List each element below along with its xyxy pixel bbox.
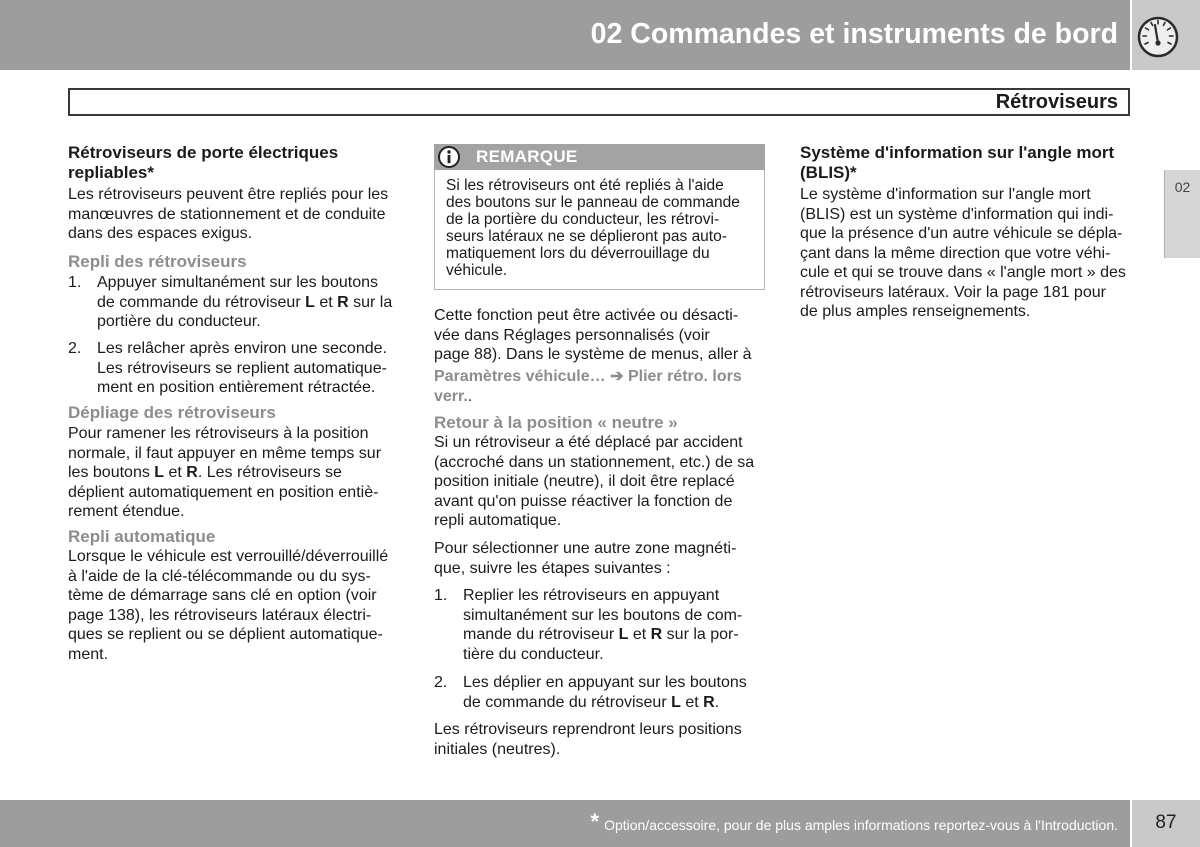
neutral-outro	[434, 720, 742, 759]
side-tab-label: 02	[1174, 179, 1191, 195]
text-line: véhicule.	[446, 262, 508, 279]
text-line: Cette fonction peut être activée ou désacti-	[434, 307, 739, 324]
text-line: Les rétroviseurs reprendront leurs positions	[434, 721, 742, 738]
footnote-text: Option/accessoire, pour de plus amples informations reportez-vous à l'Introduction.	[604, 817, 1118, 833]
mirror-folding-intro	[68, 185, 388, 244]
chapter-icon-box	[1132, 0, 1200, 70]
step-text	[97, 273, 392, 332]
page-number-box	[1132, 800, 1200, 847]
neutral-step-2	[434, 673, 747, 712]
text-line: Système d'information sur l'angle mort	[800, 143, 1115, 162]
text-line: ment.	[68, 645, 109, 663]
text-line: Les rétroviseurs se replient automatique-	[97, 359, 387, 377]
footnote-star: *	[590, 809, 600, 834]
info-icon	[437, 145, 461, 169]
auto-fold-paragraph	[68, 547, 388, 664]
text-line: Le système d'information sur l'angle mort	[800, 186, 1091, 203]
control-key-label: R	[650, 626, 663, 643]
text-line: Si les rétroviseurs ont été repliés à l'aide	[446, 177, 724, 194]
menu-path	[434, 367, 742, 407]
text-line: dans des espaces exigus.	[68, 225, 253, 242]
control-key-label: L	[671, 693, 681, 711]
menu-path-line: Paramètres véhicule… ➔ Plier rétro. lors	[434, 368, 742, 385]
text-line: tière du conducteur.	[463, 645, 604, 663]
control-key-label: L	[154, 464, 165, 481]
text-line: rétroviseurs latéraux. Voir la page 181 pour	[800, 283, 1106, 301]
text-line: déplient automatiquement en position entiè-	[68, 483, 379, 501]
text-line: Rétroviseurs de porte électriques	[68, 143, 339, 162]
text-line: les boutons L et R. Les rétroviseurs se	[68, 464, 342, 481]
text-line: Pour sélectionner une autre zone magnéti-	[434, 540, 737, 557]
text-line: repli automatique.	[434, 512, 562, 529]
text-line: portière du conducteur.	[97, 313, 261, 330]
text-line: (BLIS) est un système d'information qui indi-	[800, 205, 1114, 223]
menu-path-period: .	[467, 388, 473, 405]
step-text	[463, 673, 747, 712]
control-key-label: R	[337, 293, 349, 311]
neutral-position-subheading: Retour à la position « neutre »	[434, 413, 678, 432]
text-line: de commande du rétroviseur L et R sur la	[97, 293, 393, 311]
text-line: page 88). Dans le système de menus, aller à	[434, 346, 752, 363]
text-line: cule et qui se trouve dans « l'angle mort » des	[800, 264, 1126, 281]
control-key-label: L	[305, 293, 315, 311]
speedometer-icon	[1132, 0, 1200, 70]
folding-subheading: Repli des rétroviseurs	[68, 252, 247, 271]
text-line: Les rétroviseurs peuvent être repliés pour les	[68, 186, 389, 203]
text-line: de plus amples renseignements.	[800, 303, 1031, 320]
text-line: Pour ramener les rétroviseurs à la position	[68, 425, 369, 442]
text-line: avant qu'on puisse réactiver la fonction de	[434, 492, 733, 510]
chapter-side-tab[interactable]	[1164, 170, 1200, 258]
text-line: initiales (neutres).	[434, 740, 561, 758]
chapter-header-bar	[0, 0, 1130, 70]
text-line: mande du rétroviseur L et R sur la por-	[463, 626, 739, 643]
footer-bar	[0, 800, 1130, 847]
control-key-label: L	[618, 626, 629, 643]
step-number: 1.	[434, 587, 448, 604]
footnote	[591, 811, 1119, 834]
neutral-position-paragraph	[434, 433, 754, 531]
text-line: repliables*	[68, 163, 154, 182]
text-line: çant dans la même direction que votre véhi-	[800, 244, 1111, 262]
text-line: à l'aide de la clé-télécommande ou du sys-	[68, 567, 371, 585]
control-key-label: R	[703, 693, 715, 711]
note-text	[434, 170, 765, 290]
page-number: 87	[1155, 812, 1177, 833]
folding-step-2	[68, 339, 387, 398]
section-title: Rétroviseurs	[995, 91, 1118, 113]
text-line: normale, il faut appuyer en même temps sur	[68, 444, 382, 462]
text-line: que la présence d'un autre véhicule se dépla-	[800, 225, 1123, 242]
step-text	[463, 586, 742, 664]
auto-fold-subheading: Repli automatique	[68, 527, 216, 546]
text-line: de commande du rétroviseur L et R.	[463, 693, 720, 711]
text-line: de la portière du conducteur, les rétrovi-	[446, 211, 720, 228]
step-text	[97, 339, 387, 398]
text-line: simultanément sur les boutons de com-	[463, 606, 743, 624]
text-line: Replier les rétroviseurs en appuyant	[463, 587, 720, 604]
unfolding-paragraph	[68, 424, 381, 522]
menu-path-end-item: verr.	[434, 388, 468, 405]
note-box	[434, 144, 765, 290]
neutral-step-1	[434, 586, 742, 664]
section-title-bar	[68, 88, 1130, 116]
text-line: des boutons sur le panneau de commande	[446, 194, 740, 211]
text-line: Appuyer simultanément sur les boutons	[97, 274, 379, 291]
text-line: matiquement lors du déverrouillage du	[446, 245, 710, 262]
step-number: 2.	[434, 674, 448, 691]
step-number: 2.	[68, 340, 82, 357]
folding-step-1	[68, 273, 392, 332]
text-line: Les relâcher après environ une seconde.	[97, 340, 387, 357]
text-line: rement étendue.	[68, 503, 185, 520]
text-line: Les déplier en appuyant sur les boutons	[463, 674, 747, 691]
blis-heading	[800, 143, 1114, 183]
note-header	[434, 144, 765, 170]
step-number: 1.	[68, 274, 82, 291]
text-line: page 138), les rétroviseurs latéraux électri-	[68, 606, 372, 624]
neutral-steps-intro	[434, 539, 736, 578]
note-label: REMARQUE	[476, 147, 578, 166]
settings-paragraph	[434, 306, 752, 365]
mirror-folding-heading	[68, 143, 338, 183]
text-line: (accroché dans un stationnement, etc.) de sa	[434, 453, 755, 471]
text-line: seurs latéraux ne se déplieront pas auto-	[446, 228, 727, 245]
text-line: ques se replient ou se déplient automatique-	[68, 626, 383, 643]
menu-path-line	[434, 387, 742, 407]
text-line: position initiale (neutre), il doit être replacé	[434, 473, 735, 490]
text-line: manœuvres de stationnement et de conduite	[68, 205, 386, 223]
control-key-label: R	[186, 464, 198, 481]
unfolding-subheading: Dépliage des rétroviseurs	[68, 403, 276, 422]
text-line: (BLIS)*	[800, 163, 857, 182]
text-line: Lorsque le véhicule est verrouillé/déverrouillé	[68, 548, 389, 565]
chapter-title: 02 Commandes et instruments de bord	[590, 18, 1118, 50]
text-line: que, suivre les étapes suivantes :	[434, 559, 671, 577]
text-line: ment en position entièrement rétractée.	[97, 379, 376, 396]
blis-paragraph	[800, 185, 1126, 322]
text-line: Si un rétroviseur a été déplacé par accident	[434, 434, 743, 451]
text-line: vée dans Réglages personnalisés (voir	[434, 326, 710, 344]
text-line: tème de démarrage sans clé en option (voir	[68, 587, 377, 604]
